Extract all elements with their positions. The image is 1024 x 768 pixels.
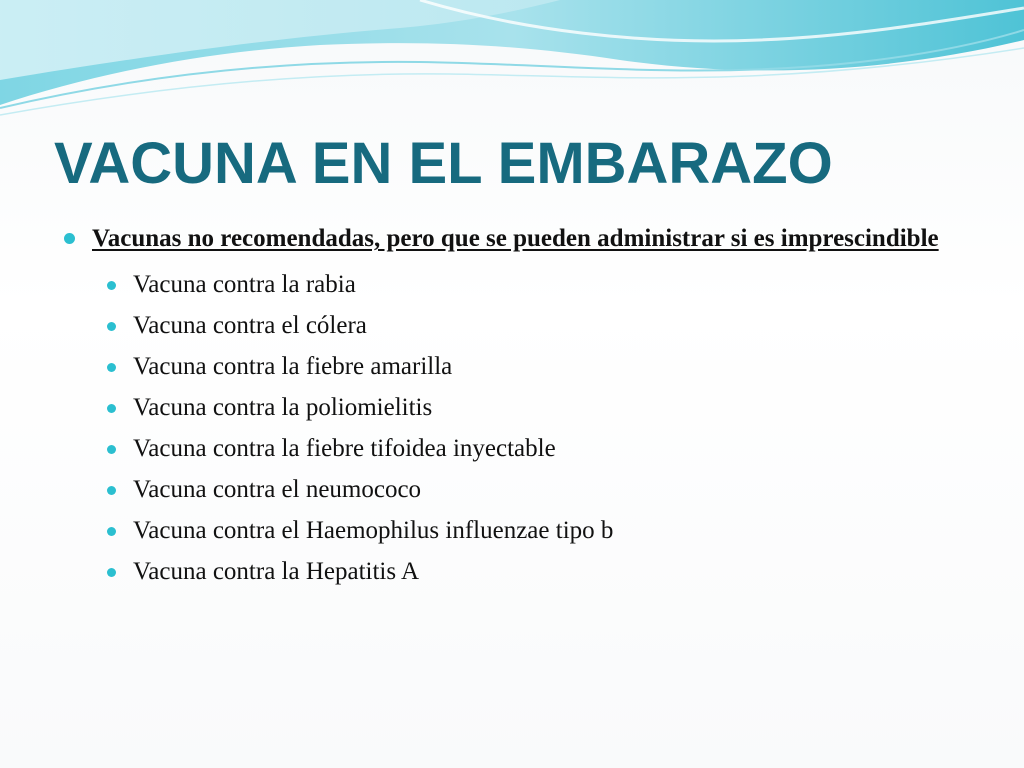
bullet-icon [107,404,116,413]
list-item [133,475,1024,516]
list-item [133,434,1024,475]
list-item [133,557,1024,598]
main-bullet-text: Vacunas no recomendadas, pero que se pueden administrar si es imprescindible [92,225,939,252]
slide-title: VACUNA EN EL EMBARAZO [54,131,833,196]
vaccine-list [0,270,1024,598]
main-bullet [92,222,962,256]
list-item [133,393,1024,434]
list-item [133,270,1024,311]
list-item-text: Vacuna contra el cólera [133,312,367,339]
list-item-text: Vacuna contra la Hepatitis A [133,558,420,585]
wave-decoration [0,0,1024,130]
bullet-icon [107,527,116,536]
list-item-text: Vacuna contra la fiebre tifoidea inyectable [133,435,556,462]
bullet-icon [107,281,116,290]
bullet-icon [107,363,116,372]
list-item [133,352,1024,393]
list-item [133,311,1024,352]
bullet-icon [107,322,116,331]
list-item-text: Vacuna contra el Haemophilus influenzae tipo b [133,517,614,544]
list-item-text: Vacuna contra la fiebre amarilla [133,353,453,380]
list-item [133,516,1024,557]
list-item-text: Vacuna contra la poliomielitis [133,394,433,421]
bullet-icon [107,568,116,577]
bullet-icon [64,233,75,244]
list-item-text: Vacuna contra la rabia [133,271,356,298]
list-item-text: Vacuna contra el neumococo [133,476,422,503]
content-area [0,222,1024,598]
bullet-icon [107,486,116,495]
bullet-icon [107,445,116,454]
